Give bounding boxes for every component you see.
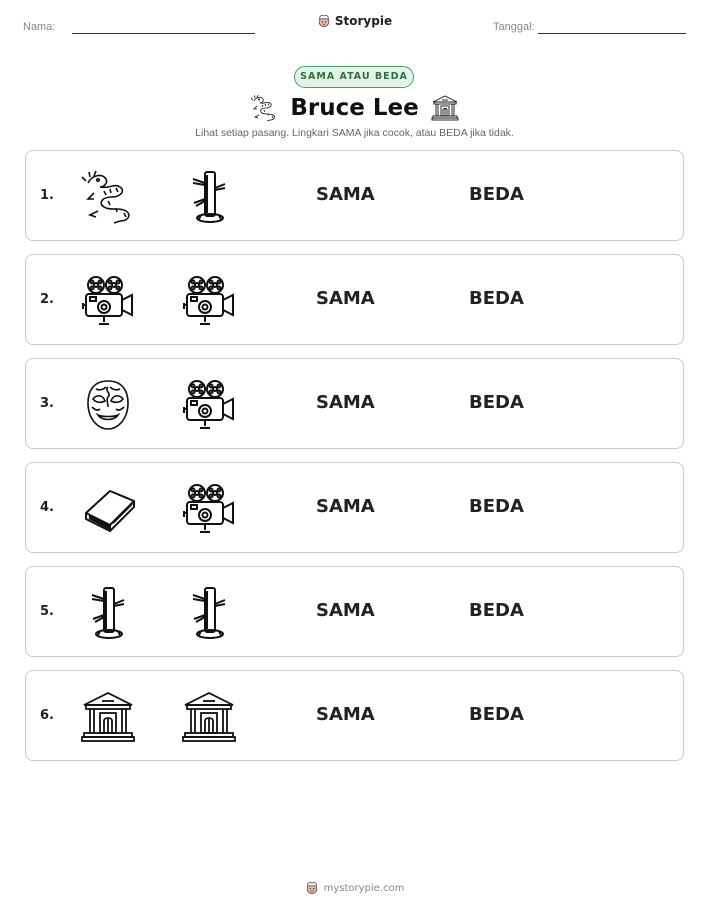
storypie-mascot-icon [317, 14, 331, 28]
row-number: 6. [40, 708, 54, 723]
name-label: Nama: [23, 21, 56, 33]
same-option[interactable]: SAMA [316, 184, 375, 205]
question-row-6 [25, 670, 684, 761]
same-option[interactable]: SAMA [316, 704, 375, 725]
movie-camera-icon [181, 377, 237, 433]
wooden-dummy-icon [181, 169, 237, 225]
wooden-dummy-icon [181, 585, 237, 641]
same-option[interactable]: SAMA [316, 392, 375, 413]
storypie-mascot-icon [305, 881, 319, 895]
movie-camera-icon [181, 273, 237, 329]
brand-name: Storypie [334, 14, 393, 28]
different-option[interactable]: BEDA [469, 288, 524, 309]
question-row-4 [25, 462, 684, 553]
row-number: 1. [40, 188, 54, 203]
different-option[interactable]: BEDA [469, 704, 524, 725]
different-option[interactable]: BEDA [469, 496, 524, 517]
footer-url[interactable]: mystorypie.com [323, 882, 405, 894]
same-option[interactable]: SAMA [316, 600, 375, 621]
different-option[interactable]: BEDA [469, 392, 524, 413]
activity-badge: SAMA ATAU BEDA [294, 66, 414, 88]
movie-camera-icon [80, 273, 136, 329]
question-row-2 [25, 254, 684, 345]
row-number: 2. [40, 292, 54, 307]
wooden-dummy-icon [80, 585, 136, 641]
title-row [0, 92, 709, 124]
same-option[interactable]: SAMA [316, 496, 375, 517]
different-option[interactable]: BEDA [469, 184, 524, 205]
date-label: Tanggal: [493, 21, 535, 33]
same-option[interactable]: SAMA [316, 288, 375, 309]
instructions: Lihat setiap pasang. Lingkari SAMA jika cocok, atau BEDA jika tidak. [195, 127, 514, 139]
footer [0, 880, 709, 899]
dragon-icon [80, 169, 136, 225]
opera-mask-icon [80, 377, 136, 433]
row-number: 5. [40, 604, 54, 619]
name-field[interactable] [72, 33, 255, 34]
dragon-icon [250, 94, 278, 122]
question-row-1 [25, 150, 684, 241]
date-field[interactable] [538, 33, 686, 34]
temple-icon [431, 94, 459, 122]
brand-logo [0, 13, 709, 32]
row-number: 3. [40, 396, 54, 411]
page-title: Bruce Lee [290, 95, 419, 121]
row-number: 4. [40, 500, 54, 515]
book-icon [80, 481, 136, 537]
question-row-3 [25, 358, 684, 449]
question-row-5 [25, 566, 684, 657]
different-option[interactable]: BEDA [469, 600, 524, 621]
temple-icon [80, 689, 136, 745]
temple-icon [181, 689, 237, 745]
movie-camera-icon [181, 481, 237, 537]
